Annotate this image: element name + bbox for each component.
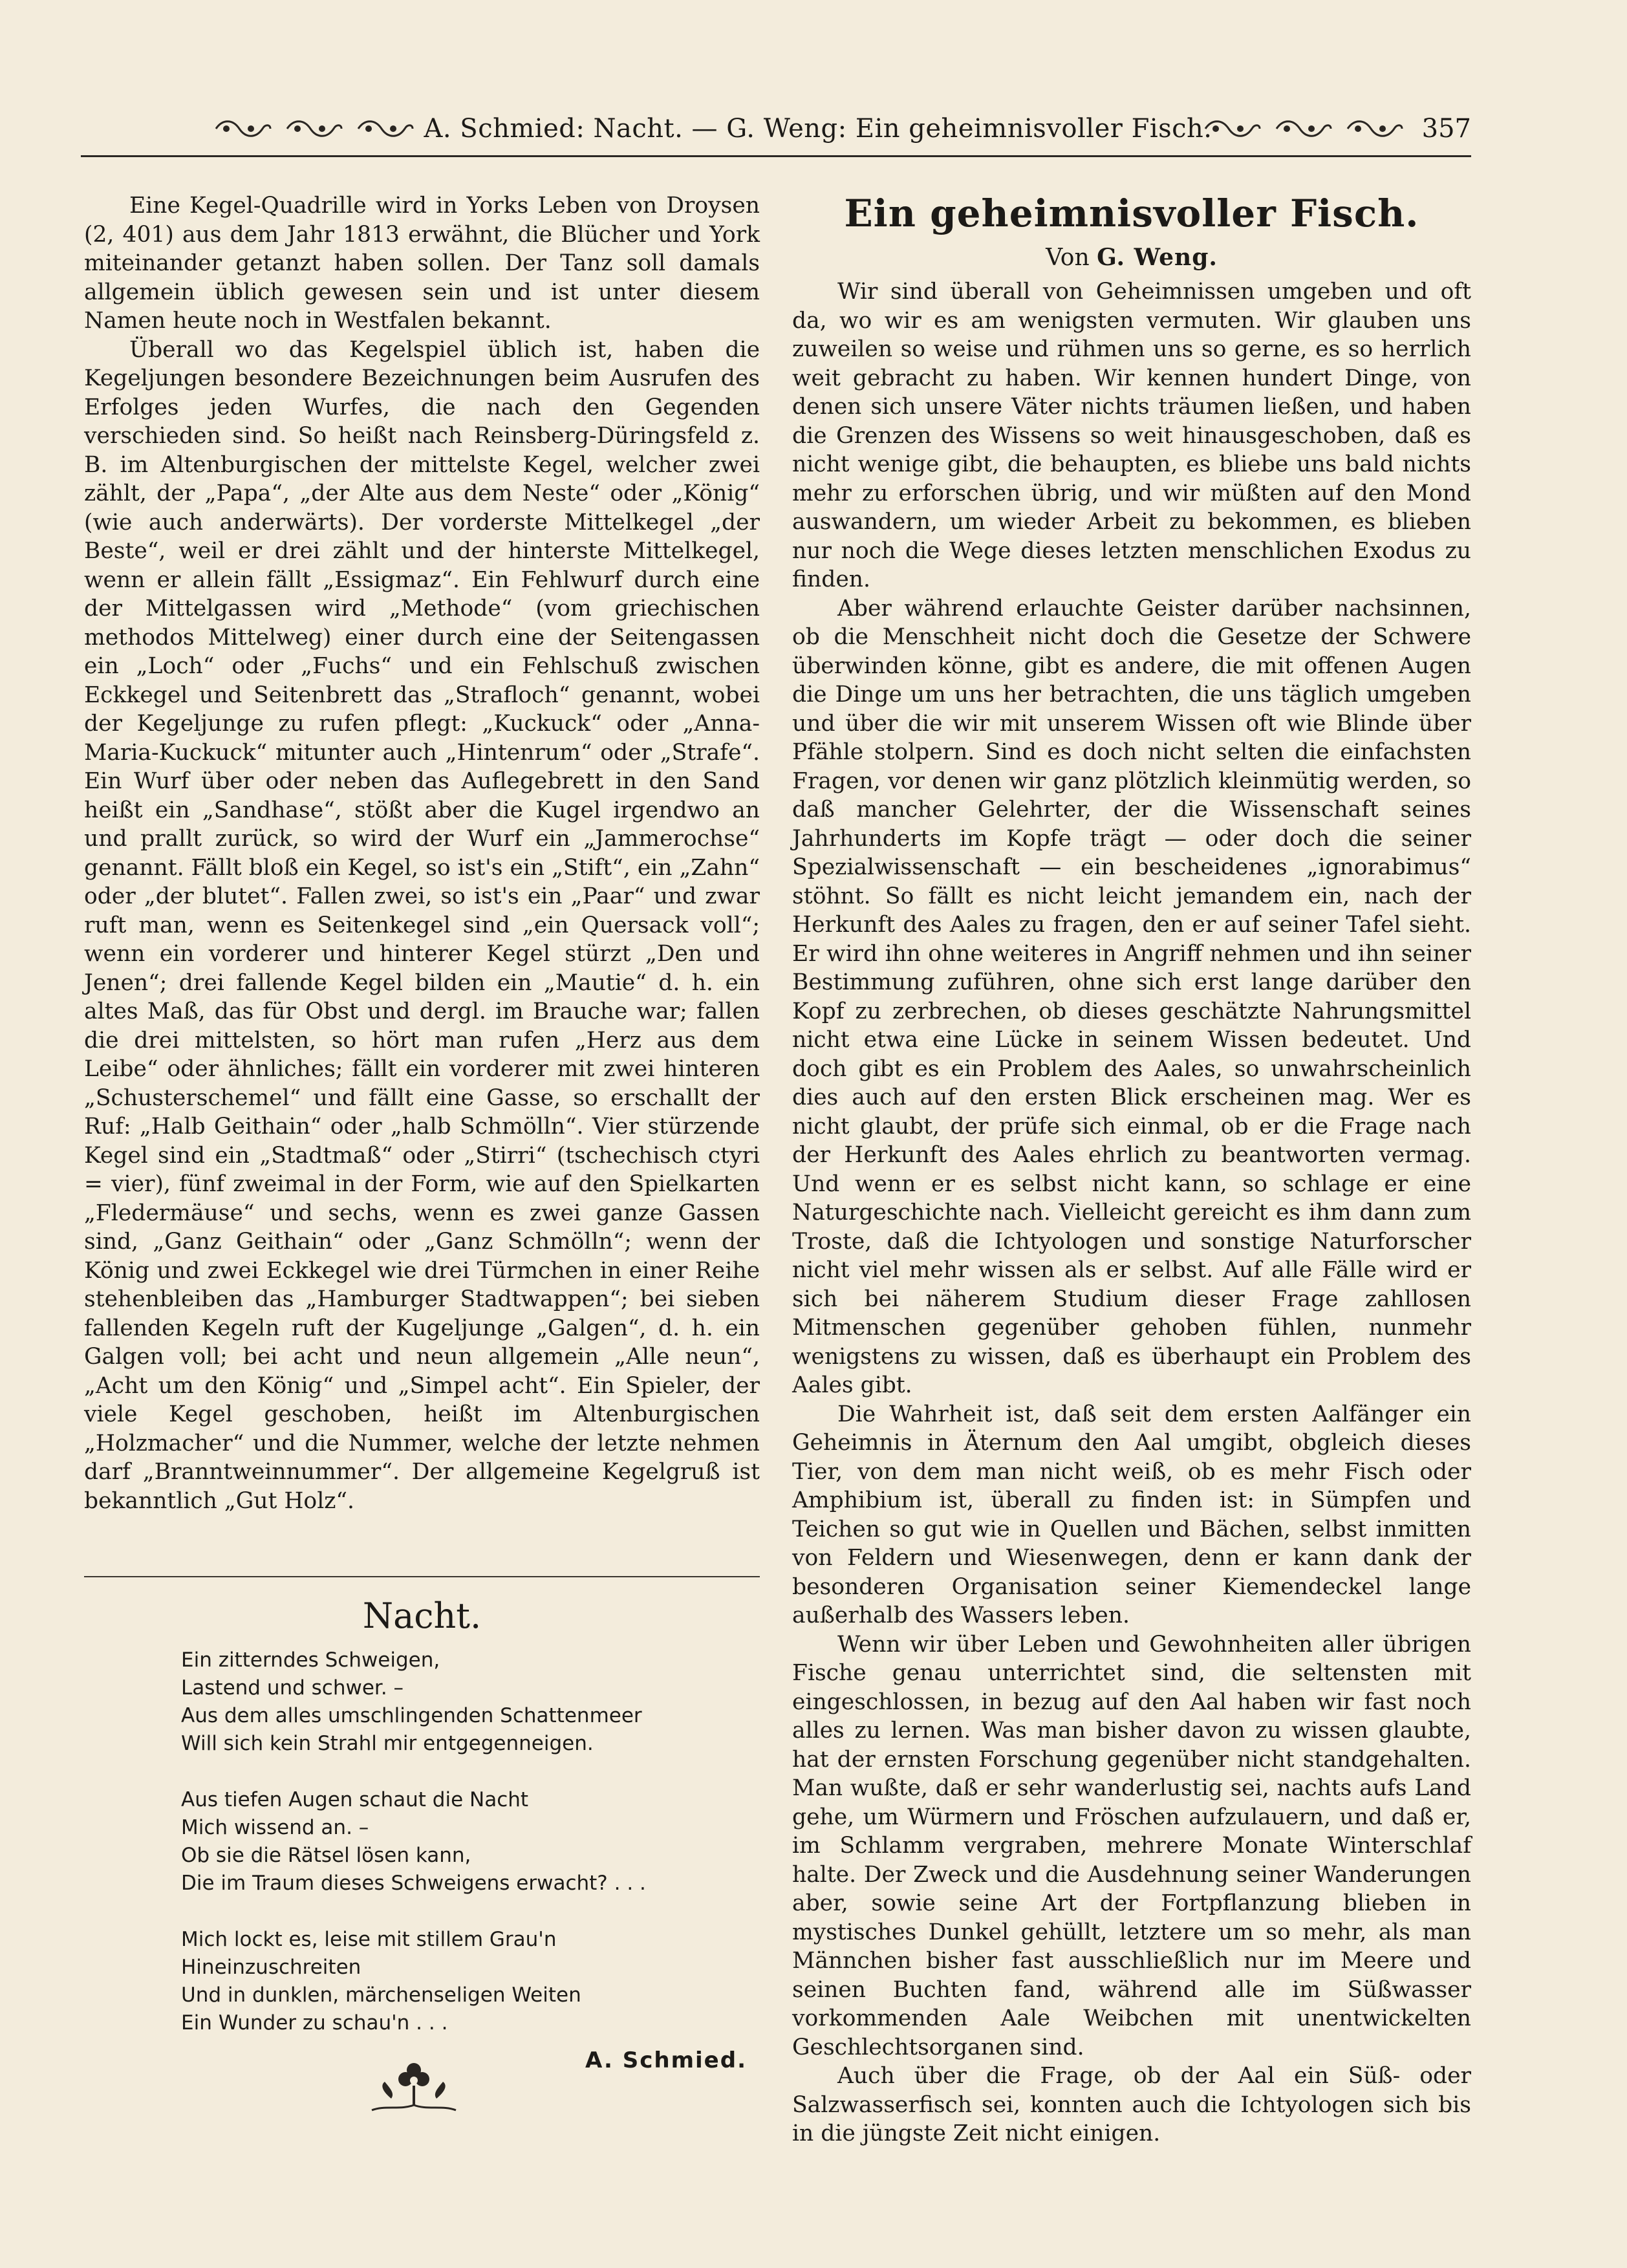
article-title: Ein geheimnisvoller Fisch. (844, 191, 1419, 235)
poem-line: Ob sie die Rätsel lösen kann, (181, 1844, 471, 1867)
paragraph: Wir sind überall von Geheimnissen umgeben und oft da, wo wir es am wenigsten vermuten. Wir glauben uns zuweilen so weise und rühmen uns so gerne, es so herrlich weit gebracht zu haben. Wir kennen hundert Dinge, von denen sich unsere Väter nichts träumen ließen, und haben die Grenzen des Wissens so weit hinausgeschoben, daß es nicht wenige gibt, die behaupten, es bliebe uns bald nichts mehr zu erforschen übrig, und wir müßten auf den Mond auswandern, um wieder Arbeit zu bekommen, es blieben nur noch die Wege dieses letzten menschlichen Exodus zu finden. (792, 279, 1471, 592)
section-divider (84, 1576, 760, 1577)
poem-line: Hineinzuschreiten (181, 1956, 361, 1979)
poem-author: A. Schmied. (585, 2047, 747, 2073)
header-rule (81, 155, 1471, 157)
running-title: A. Schmied: Nacht. — G. Weng: Ein geheimnisvoller Fisch. (424, 114, 1212, 144)
poem-line: Lastend und schwer. – (181, 1676, 404, 1700)
poem-title: Nacht. (362, 1595, 482, 1636)
paragraph: Die Wahrheit ist, daß seit dem ersten Aalfänger ein Geheimnis in Äternum den Aal umgibt, obgleich dieses Tier, von dem man nicht weiß, ob es mehr Fisch oder Amphibium ist, überall zu finden ist: in Sümpfen und Teichen so gut wie in Quellen und Bächen, selbst inmitten von Feldern und Wiesenwegen, denn er kann dank der besonderen Organisation seiner Kiemendeckel lange außerhalb des Wassers leben. (792, 1401, 1471, 1628)
poem-line: Ein Wunder zu schau'n . . . (181, 2011, 448, 2035)
poem (84, 1591, 760, 2073)
scroll-ornament-icon (285, 118, 344, 140)
page-number: 357 (1421, 114, 1471, 144)
header-ornament-right (1203, 118, 1405, 140)
running-header (81, 109, 1471, 149)
header-ornament-left (213, 118, 415, 140)
poem-stanza (181, 1926, 760, 2037)
poem-line: Mich lockt es, leise mit stillem Grau'n (181, 1928, 557, 1951)
poem-line: Mich wissend an. – (181, 1816, 369, 1839)
scroll-ornament-icon (1274, 118, 1333, 140)
poem-line: Will sich kein Strahl mir entgegenneigen. (181, 1732, 594, 1755)
poem-line: Ein zitterndes Schweigen, (181, 1648, 440, 1672)
paragraph: Auch über die Frage, ob der Aal ein Süß- oder Salzwasserfisch sei, konnten auch die Ichtyologen sich bis in die jüngste Zeit nicht einigen. (792, 2063, 1471, 2146)
poem-stanza (181, 1786, 760, 1897)
scroll-ornament-icon (1203, 118, 1262, 140)
flower-vignette-icon (365, 2060, 462, 2118)
poem-stanza (181, 1647, 760, 1758)
scroll-ornament-icon (356, 118, 415, 140)
poem-line: Und in dunklen, märchenseligen Weiten (181, 1983, 581, 2007)
poem-line: Die im Traum dieses Schweigens erwacht? . . . (181, 1872, 646, 1895)
byline-prefix: Von (1046, 244, 1097, 271)
left-column (84, 191, 760, 1515)
poem-line: Aus tiefen Augen schaut die Nacht (181, 1788, 529, 1811)
poem-line: Aus dem alles umschlingenden Schattenmeer (181, 1704, 642, 1727)
paragraph: Aber während erlauchte Geister darüber nachsinnen, ob die Menschheit nicht doch die Gesetze der Schwere überwinden könne, gibt es andere, die mit offenen Augen die Dinge um uns her betrachten, die uns täglich umgeben und über die wir mit unserem Wissen oft wie Blinde über Pfähle stolpern. Sind es doch nicht selten die einfachsten Fragen, vor denen wir ganz plötzlich kleinmütig werden, so daß mancher Gelehrter, der die Wissenschaft seines Jahrhunderts im Kopfe trägt — oder doch die seiner Spezialwissenschaft — ein bescheidenes „ignorabimus“ stöhnt. So fällt es nicht leicht jemandem ein, nach der Herkunft des Aales zu fragen, den er auf seiner Tafel sieht. Er wird ihn ohne weiteres in Angriff nehmen und ihn seiner Bestimmung zuführen, ohne sich erst lange darüber den Kopf zu zerbrechen, ob dieses geschätzte Nahrungsmittel nicht etwa eine Lücke in seinem Wissen bedeutet. Und doch gibt es ein Problem des Aales, so unwahrscheinlich dies auch auf den ersten Blick erscheinen mag. Wer es nicht glaubt, der prüfe sich einmal, ob er die Frage nach der Herkunft des Aales ehrlich zu beantworten vermag. Und wenn er es selbst nicht kann, so schlage er eine Naturgeschichte nach. Vielleicht gereicht es ihm dann zum Troste, daß die Ichtyologen und sonstige Naturforscher nicht viel mehr wissen als er selbst. Auf alle Fälle wird er sich bei näherem Studium dieser Frage zahllosen Mitmenschen gegenüber gehoben fühlen, nunmehr wenigstens zu wissen, daß es überhaupt ein Problem des Aales gibt. (792, 595, 1471, 1398)
paragraph: Wenn wir über Leben und Gewohnheiten aller übrigen Fische genau unterrichtet sind, die seltensten mit eingeschlossen, in bezug auf den Aal haben wir fast noch alles zu lernen. Was man bisher davon zu wissen glaubte, hat der ernsten Forschung gegenüber nicht standgehalten. Man wußte, daß er sehr wanderlustig sei, nachts aufs Land gehe, um Würmern und Fröschen aufzulauern, und daß er, im Schlamm vergraben, mehrere Monate Winterschlaf halte. Der Zweck und die Ausdehnung seiner Wanderungen aber, sowie seine Art der Fortpflanzung blieben in mystisches Dunkel gehüllt, letztere um so mehr, als man Männchen bisher fast ausschließlich nur im Meere und seinen Buchten fand, während alle im Süßwasser vorkommenden Aale Weibchen mit unentwickelten Geschlechtsorganen sind. (792, 1631, 1471, 2060)
scroll-ornament-icon (213, 118, 273, 140)
byline-author: G. Weng. (1097, 244, 1218, 271)
paragraph: Eine Kegel-Quadrille wird in Yorks Leben von Droysen (2, 401) aus dem Jahr 1813 erwähnt, die Blücher und York miteinander getanzt haben sollen. Der Tanz soll damals allgemein üblich gewesen sein und ist unter diesem Namen heute noch in Westfalen bekannt. (84, 193, 760, 334)
scroll-ornament-icon (1345, 118, 1405, 140)
right-column (792, 188, 1471, 2148)
paragraph: Überall wo das Kegelspiel üblich ist, haben die Kegeljungen besondere Bezeichnungen beim Ausrufen des Erfolges jeden Wurfes, die nach den Gegenden verschieden sind. So heißt nach Reinsberg-Düringsfeld z. B. im Altenburgischen der mittelste Kegel, welcher zwei zählt, der „Papa“, „der Alte aus dem Neste“ oder „König“ (wie auch anderwärts). Der vorderste Mittelkegel „der Beste“, weil er drei zählt und der hinterste Mittelkegel, wenn er allein fällt „Essigmaz“. Ein Fehlwurf durch eine der Mittelgassen wird „Methode“ (vom griechischen methodos Mittelweg) einer durch eine der Seitengassen ein „Loch“ oder „Fuchs“ und ein Fehlschuß zwischen Eckkegel und Seitenbrett das „Strafloch“ genannt, wobei der Kegeljunge zu rufen pflegt: „Kuckuck“ oder „Anna-Maria-Kuckuck“ mitunter auch „Hintenrum“ oder „Strafe“. Ein Wurf über oder neben das Auflegebrett in den Sand heißt ein „Sandhase“, stößt aber die Kugel irgendwo an und prallt zurück, so wird der Wurf ein „Jammerochse“ genannt. Fällt bloß ein Kegel, so ist's ein „Stift“, ein „Zahn“ oder „der blutet“. Fallen zwei, so ist's ein „Paar“ und zwar ruft man, wenn es Seitenkegel sind „ein Quersack voll“; wenn ein vorderer und hinterer Kegel stürzt „Den und Jenen“; drei fallende Kegel bilden ein „Mautie“ d. h. ein altes Maß, das für Obst und dergl. im Brauche war; fallen die drei mittelsten, so hört man rufen „Herz aus dem Leibe“ oder ähnliches; fällt ein vorderer mit zwei hinteren „Schusterschemel“ und fällt eine Gasse, so erschallt der Ruf: „Halb Geithain“ oder „halb Schmölln“. Vier stürzende Kegel sind ein „Stadtmaß“ oder „Stirri“ (tschechisch ctyri = vier), fünf zweimal in der Form, wie auf den Spielkarten „Fledermäuse“ und sechs, wenn es zwei ganze Gassen sind, „Ganz Geithain“ oder „Ganz Schmölln“; wenn der König und zwei Eckkegel wie drei Türmchen in einer Reihe stehenbleiben das „Hamburger Stadtwappen“; bei sieben fallenden Kegeln ruft der Kugeljunge „Galgen“, d. h. ein Galgen voll; bei acht und neun allgemein „Alle neun“, „Acht um den König“ und „Simpel acht“. Ein Spieler, der viele Kegel geschoben, heißt im Altenburgischen „Holzmacher“ und die Nummer, welche der letzte nehmen darf „Branntweinnummer“. Der allgemeine Kegelgruß ist bekanntlich „Gut Holz“. (84, 336, 760, 1514)
byline (792, 239, 1471, 276)
